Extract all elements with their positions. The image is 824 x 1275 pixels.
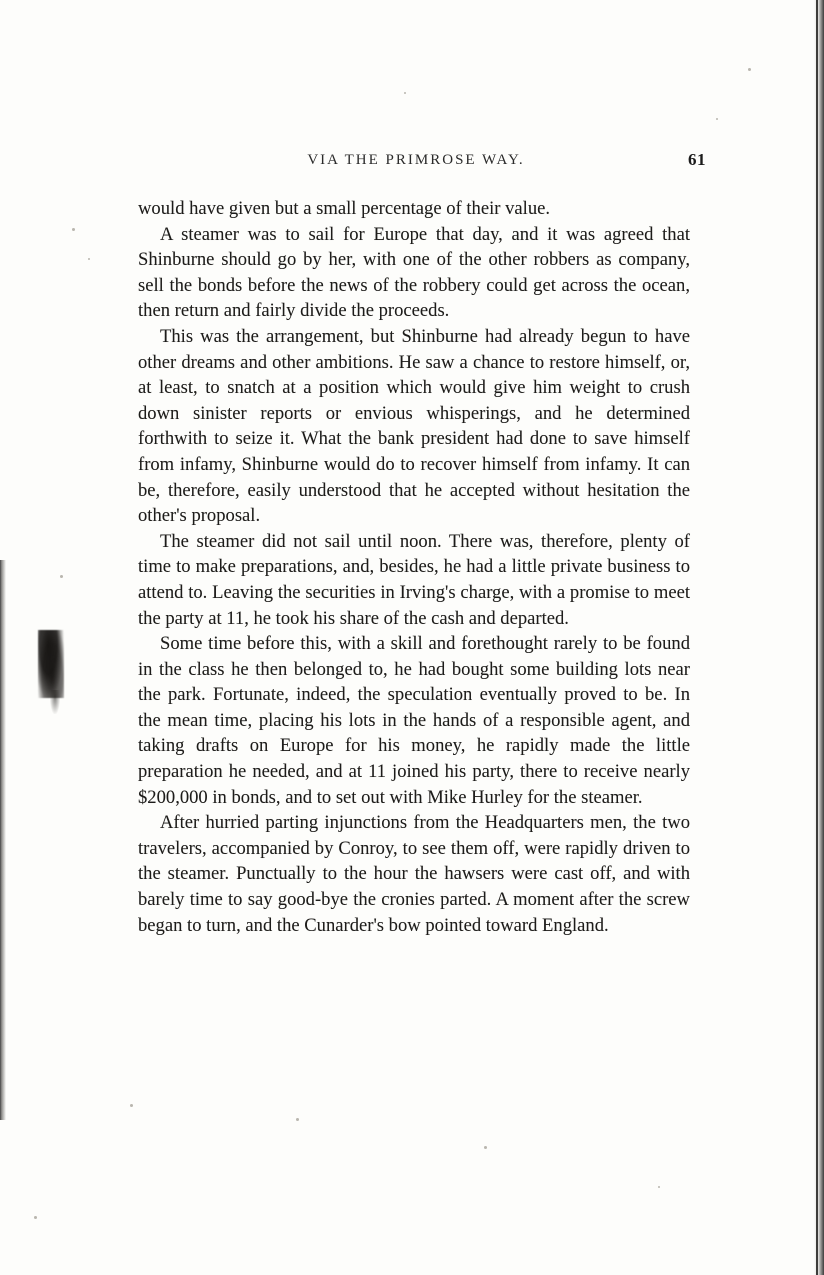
ink-smudge-tail-artifact: [50, 690, 60, 714]
scan-speck: [484, 1146, 487, 1149]
scan-speck: [404, 92, 406, 94]
scan-speck: [716, 118, 718, 120]
paragraph: The steamer did not sail until noon. There was, therefore, plenty of time to make preparations, and, besides, he had a little private business to attend to. Leaving the securities in Irving's charge, with a promise to meet the party at 11, he took his share of the cash and departed.: [138, 530, 690, 629]
page-number: 61: [688, 150, 706, 169]
page-edge-shadow-left: [0, 560, 6, 1120]
paragraph: A steamer was to sail for Europe that day, and it was agreed that Shinburne should go by her, with one of the other robbers as company, sell the bonds before the news of the robbery could get across the ocean, then return and fairly divide the proceeds.: [138, 223, 690, 322]
body-text: [138, 196, 690, 938]
paragraph: would have given but a small percentage of their value.: [138, 198, 551, 219]
ink-smudge-artifact: [38, 630, 64, 698]
running-head-title: VIA THE PRIMROSE WAY.: [307, 152, 525, 168]
paragraph: Some time before this, with a skill and forethought rarely to be found in the class he then belonged to, he had bought some building lots near the park. Fortunate, indeed, the speculation eventually proved to be. In the mean time, placing his lots in the hands of a responsible agent, and taking drafts on Europe for his money, he rapidly made the little preparation he needed, and at 11 joined his party, there to receive nearly $200,000 in bonds, and to set out with Mike Hurley for the steamer.: [138, 633, 690, 808]
scan-speck: [60, 575, 63, 578]
scan-speck: [296, 1118, 299, 1121]
paragraph: This was the arrangement, but Shinburne had already begun to have other dreams and other ambitions. He saw a chance to restore himself, or, at least, to snatch at a position which would give him weight to crush down sinister reports or envious whisperings, and he determined forthwith to seize it. What the bank president had done to save himself from infamy, Shinburne would do to recover himself from infamy. It can be, therefore, easily understood that he accepted without hesitation the other's proposal.: [138, 325, 690, 527]
scan-speck: [34, 1216, 37, 1219]
paragraph: After hurried parting injunctions from the Headquarters men, the two travelers, accompanied by Conroy, to see them off, were rapidly driven to the steamer. Punctually to the hour the hawsers were cast off, and with barely time to say good-bye the cronies parted. A moment after the screw began to turn, and the Cunarder's bow pointed toward England.: [138, 812, 690, 936]
scan-speck: [130, 1104, 133, 1107]
page-edge-line-right: [816, 0, 818, 1275]
scan-speck: [658, 1186, 660, 1188]
running-head: [138, 152, 694, 169]
scan-speck: [748, 68, 751, 71]
scan-speck: [72, 228, 75, 231]
scan-speck: [88, 258, 90, 260]
